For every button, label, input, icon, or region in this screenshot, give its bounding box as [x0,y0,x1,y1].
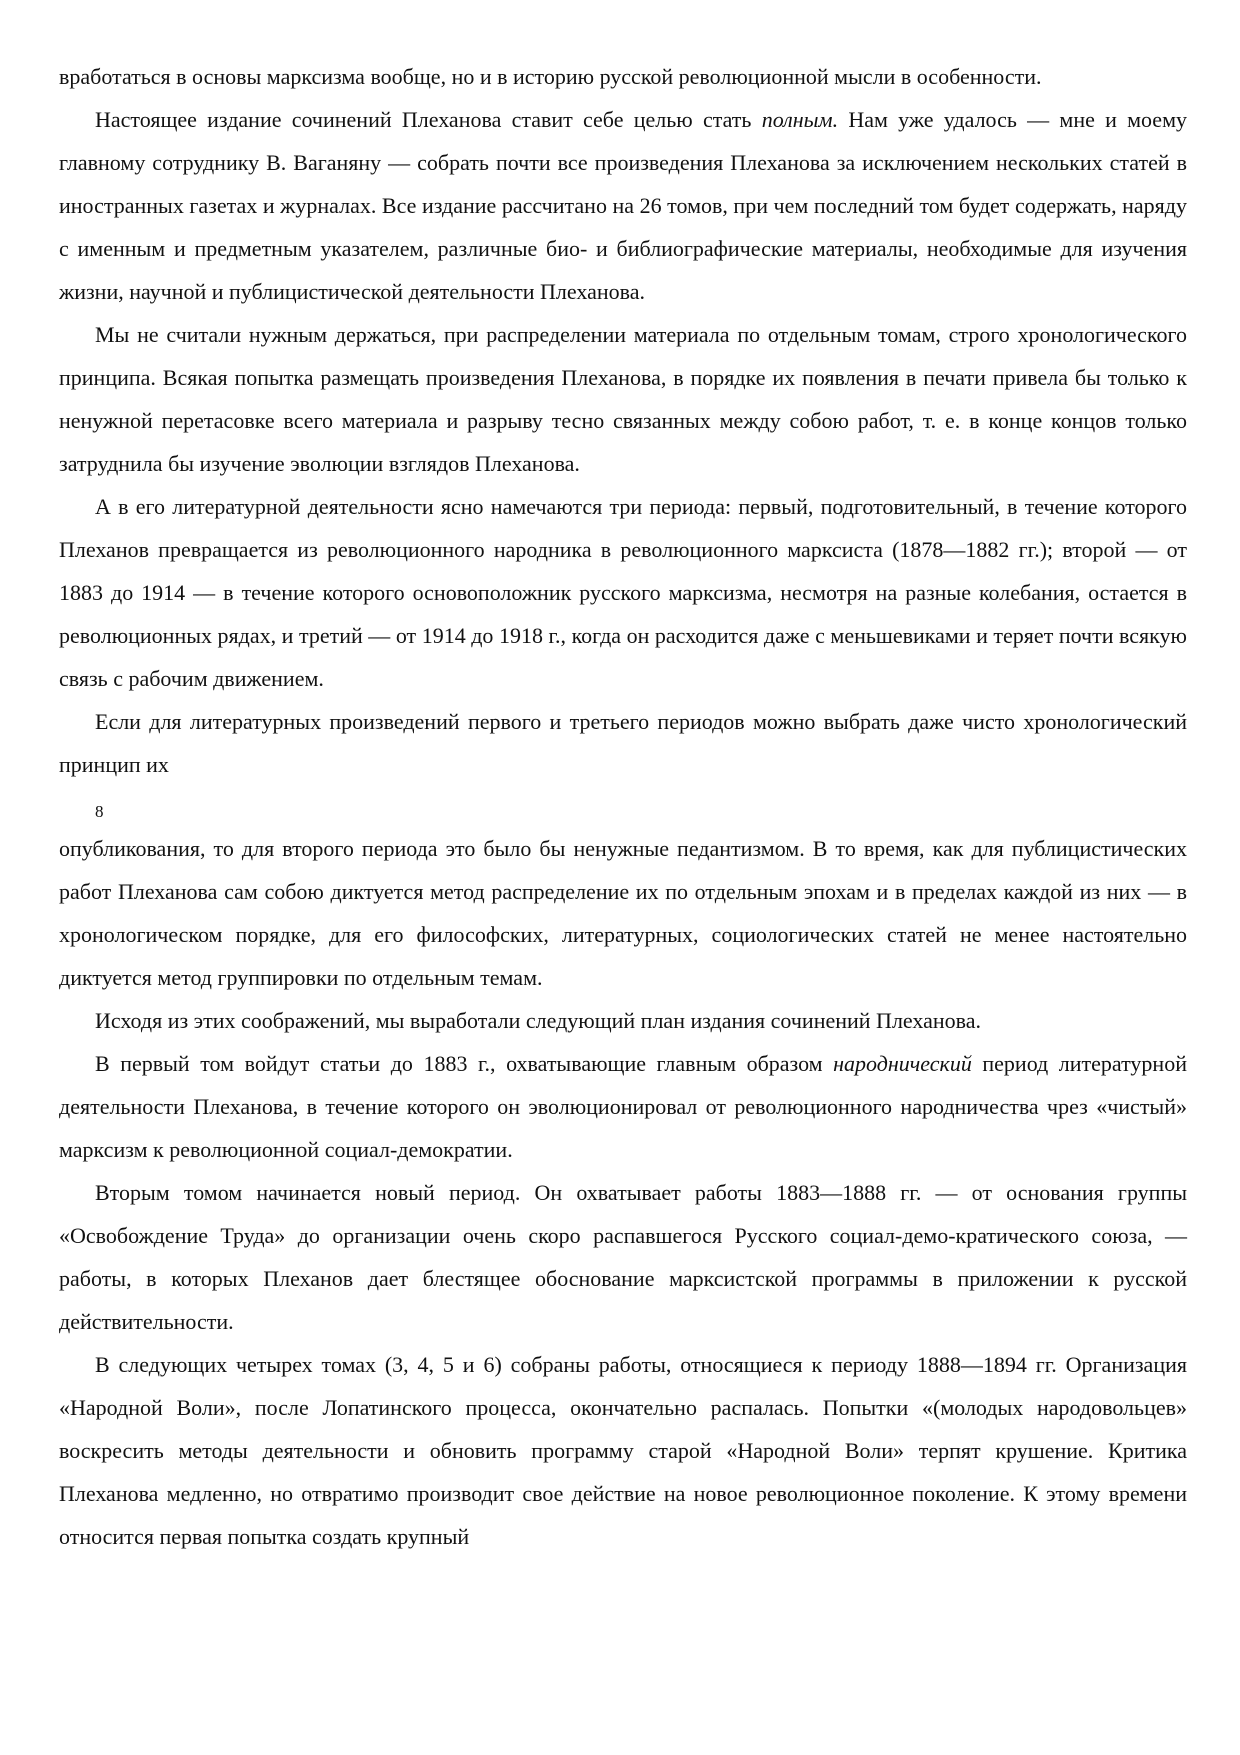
paragraph-publication: опубликования, то для второго периода это было бы ненужные педантизмом. В то время, как для публицистических работ Плеханова сам собою диктуется метод распределение их по отдельным эпохам и в пределах каждой из них — в хронологическом порядке, для его философских, литературных, социологических статей не менее настоятельно диктуется метод группировки по отдельным темам. [59,836,1187,990]
paragraph-volumes-three-to-six: В следующих четырех томах (3, 4, 5 и 6) собраны работы, относящиеся к периоду 1888—1894 гг. Организация «Народной Воли», после Лопатинского процесса, окончательно распалась. Попытки «(молодых народовольцев» воскресить методы деятельности и обновить программу старой «Народной Воли» терпят крушение. Критика Плеханова медленно, но отвратимо производит свое действие на новое революционное поколение. К этому времени относится первая попытка создать крупный [59,1352,1187,1549]
text-block-top [59,55,1187,786]
italic-word-full: полным. [761,107,839,132]
text-run: Нам уже удалось — мне и моему главному сотруднику В. Ваганяну — собрать почти все произведения Плеханова за исключением нескольких статей в иностранных газетах и журналах. Все издание рассчитано на 26 томов, при чем последний том будет содержать, наряду с именным и предметным указателем, различные био- и библиографические материалы, необходимые для изучения жизни, научной и публицистической деятельности Плеханова. [59,107,1187,304]
paragraph-edition-goal [59,98,1187,313]
paragraph-page-break: Если для литературных произведений первого и третьего периодов можно выбрать даже чисто хронологический принцип их [59,709,1187,777]
page-number: 8 [95,802,104,821]
paragraph-chronology: Мы не считали нужным держаться, при распределении материала по отдельным томам, строго хронологического принципа. Всякая попытка размещать произведения Плеханова, в порядке их появления в печати привела бы только к ненужной перетасовке всего материала и разрыву тесно связанных между собою работ, т. е. в конце концов только затруднила бы изучение эволюции взглядов Плеханова. [59,322,1187,476]
document-page [59,55,1187,1558]
text-run: период литературной деятельности Плеханова, в течение которого он эволюционировал от революционного народничества чрез «чистый» марксизм к революционной социал-демократии. [59,1051,1187,1162]
paragraph-three-periods: А в его литературной деятельности ясно намечаются три периода: первый, подготовительный, в течение которого Плеханов превращается из революционного народника в революционного марксиста (1878—1882 гг.); второй — от 1883 до 1914 — в течение которого основоположник русского марксизма, несмотря на разные колебания, остается в революционных рядах, и третий — от 1914 до 1918 г., когда он расходится даже с меньшевиками и теряет почти всякую связь с рабочим движением. [59,494,1187,691]
text-run: В первый том войдут статьи до 1883 г., охватывающие главным образом [95,1051,834,1076]
text-run: Настоящее издание сочинений Плеханова ставит себе целью стать [95,107,762,132]
paragraph-volume-two: Вторым томом начинается новый период. Он охватывает работы 1883—1888 гг. — от основания группы «Освобождение Труда» до организации очень скоро распавшегося Русского социал-демо-кратического союза, — работы, в которых Плеханов дает блестящее обоснование марксистской программы в приложении к русской действительности. [59,1180,1187,1334]
text-block-bottom [59,827,1187,1558]
paragraph-continued: вработаться в основы марксизма вообще, но и в историю русской революционной мысли в особенности. [59,64,1042,89]
paragraph-volume-one [59,1042,1187,1171]
paragraph-plan: Исходя из этих соображений, мы выработали следующий план издания сочинений Плеханова. [95,1008,982,1033]
italic-word-populist: народнический [833,1051,972,1076]
